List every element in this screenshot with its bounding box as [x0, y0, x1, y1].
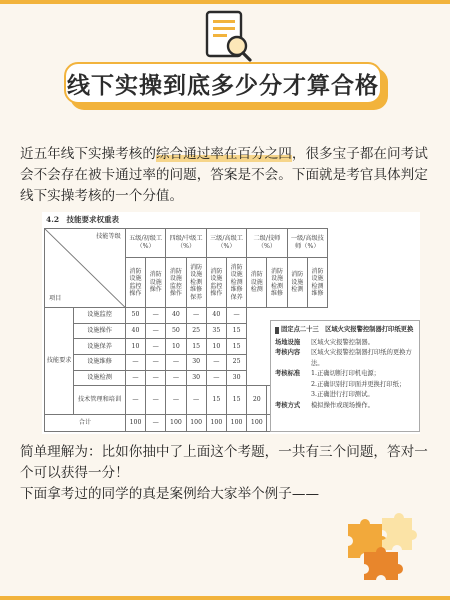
- question-row: [275, 348, 415, 369]
- cell: 10: [166, 339, 186, 355]
- cell: 30: [186, 370, 206, 386]
- cell: —: [166, 386, 186, 415]
- row-label: 设施检测: [74, 370, 126, 386]
- cell: —: [166, 354, 186, 370]
- example-paragraph: 下面拿考过的同学的真是案例给大家举个例子——: [20, 486, 320, 502]
- sub-header: 消防设施检测维修保养: [186, 258, 206, 308]
- intro-highlight: 综合通过率在百分之四: [155, 146, 292, 162]
- question-title: [275, 325, 415, 336]
- cell: 100: [206, 415, 226, 432]
- cell: 15: [226, 386, 246, 415]
- level-header-3: 三级/高级工（%）: [206, 229, 246, 258]
- top-stripe: [0, 0, 450, 4]
- question-key: 考核方式: [275, 401, 301, 409]
- cell: 20: [247, 386, 267, 415]
- question-key: 考核内容: [275, 349, 301, 356]
- puzzle-icon: [338, 502, 418, 582]
- cell: 15: [226, 339, 246, 355]
- cell: —: [146, 415, 166, 432]
- sub-header: 消防设施检测维修: [267, 258, 287, 308]
- cell: 35: [206, 323, 226, 339]
- cell: —: [146, 323, 166, 339]
- row-label: 设施操作: [74, 323, 126, 339]
- figure-caption: 4.2 技能要求权重表: [46, 215, 120, 224]
- level-header-2: 二级/技师（%）: [247, 229, 287, 258]
- question-key: [275, 390, 311, 401]
- skill-weight-figure: [42, 212, 420, 434]
- cell: 15: [206, 386, 226, 415]
- cell: 40: [125, 323, 145, 339]
- sub-header: 消防设施检测: [287, 258, 307, 308]
- cell: —: [166, 370, 186, 386]
- row-label: 设施监控: [74, 308, 126, 324]
- sub-header: 消防设施监控操作: [206, 258, 226, 308]
- cell: 50: [125, 308, 145, 324]
- question-key: 考核标准: [275, 370, 301, 377]
- question-row: [275, 338, 415, 349]
- level-header-5: 五级/初级工（%）: [125, 229, 165, 258]
- cell: —: [226, 308, 246, 324]
- total-label: 合计: [45, 415, 126, 432]
- cell: —: [125, 354, 145, 370]
- cell: —: [146, 370, 166, 386]
- sub-header: 消防设施检测: [247, 258, 267, 308]
- question-title-text: 固定点二十三 区域火灾报警控制器打印纸更换: [281, 326, 414, 333]
- title-marker: [275, 327, 279, 334]
- cell: 25: [226, 354, 246, 370]
- question-key: 场地设施: [275, 338, 301, 346]
- bottom-stripe: [0, 596, 450, 600]
- question-row: [275, 390, 415, 401]
- page-title: 线下实操到底多少分才算合格: [64, 62, 382, 104]
- cell: —: [125, 386, 145, 415]
- row-label: 设施保养: [74, 339, 126, 355]
- question-value: 3.正确进行打印测试。: [311, 391, 374, 398]
- cell: 15: [226, 323, 246, 339]
- intro-text-before: 近五年线下实操考核的: [20, 146, 156, 162]
- question-key: [275, 380, 311, 391]
- cell: 10: [125, 339, 145, 355]
- cell: —: [146, 386, 166, 415]
- cell: 50: [166, 323, 186, 339]
- cell: —: [206, 370, 226, 386]
- cell: —: [125, 370, 145, 386]
- cell: 25: [186, 323, 206, 339]
- group-label: 技能要求: [45, 308, 74, 415]
- cell: —: [186, 308, 206, 324]
- cell: 40: [206, 308, 226, 324]
- skill-level-label: 技能等级: [96, 233, 121, 240]
- cell: 100: [186, 415, 206, 432]
- sub-header: 消防设施监控操作: [166, 258, 186, 308]
- explanation-paragraph: 简单理解为：比如你抽中了上面这个考题，一共有三个问题，答对一个可以获得一分！: [20, 444, 428, 481]
- row-label: 技术管理和培训: [74, 386, 126, 415]
- question-value: 区域火灾报警控制器。: [311, 338, 374, 346]
- question-row: [275, 380, 415, 391]
- intro-paragraph: [20, 144, 432, 207]
- cell: —: [146, 308, 166, 324]
- cell: 15: [186, 339, 206, 355]
- question-row: [275, 401, 415, 412]
- cell: 100: [226, 415, 246, 432]
- row-label: 设施维修: [74, 354, 126, 370]
- sub-header: 消防设施操作: [146, 258, 166, 308]
- question-row: [275, 369, 415, 380]
- sub-header: 消防设施检测维修: [307, 258, 327, 308]
- document-search-icon: [193, 8, 257, 66]
- cell: —: [146, 339, 166, 355]
- exam-question-card: [270, 320, 420, 432]
- sub-header: 消防设施检测维修保养: [226, 258, 246, 308]
- cell: 100: [166, 415, 186, 432]
- cell: 40: [166, 308, 186, 324]
- question-value: 1.正确切断打印机电源；: [311, 370, 380, 377]
- question-value: 区域火灾报警控制器打印纸的更换方法。: [311, 349, 412, 367]
- cell: —: [146, 354, 166, 370]
- intro-text-after: ，很多宝子都在问考试会不会存在被卡通过率的问题，答案是不会。下面就是考官具体判定线下实操考核的一个分值。: [20, 146, 428, 204]
- cell: 100: [247, 415, 267, 432]
- corner-header: [45, 229, 126, 308]
- cell: 10: [206, 339, 226, 355]
- cell: 30: [186, 354, 206, 370]
- sub-header: 消防设施监控操作: [125, 258, 145, 308]
- cell: —: [186, 386, 206, 415]
- question-value: 2.正确识别打印面并更换打印纸；: [311, 380, 406, 388]
- level-header-1: 一级/高级技师（%）: [287, 229, 327, 258]
- cell: 100: [125, 415, 145, 432]
- item-label: 项目: [49, 295, 62, 303]
- cell: 30: [226, 370, 246, 386]
- level-header-4: 四级/中级工（%）: [166, 229, 206, 258]
- question-value: 模拟操作或现场操作。: [311, 401, 374, 409]
- cell: —: [206, 354, 226, 370]
